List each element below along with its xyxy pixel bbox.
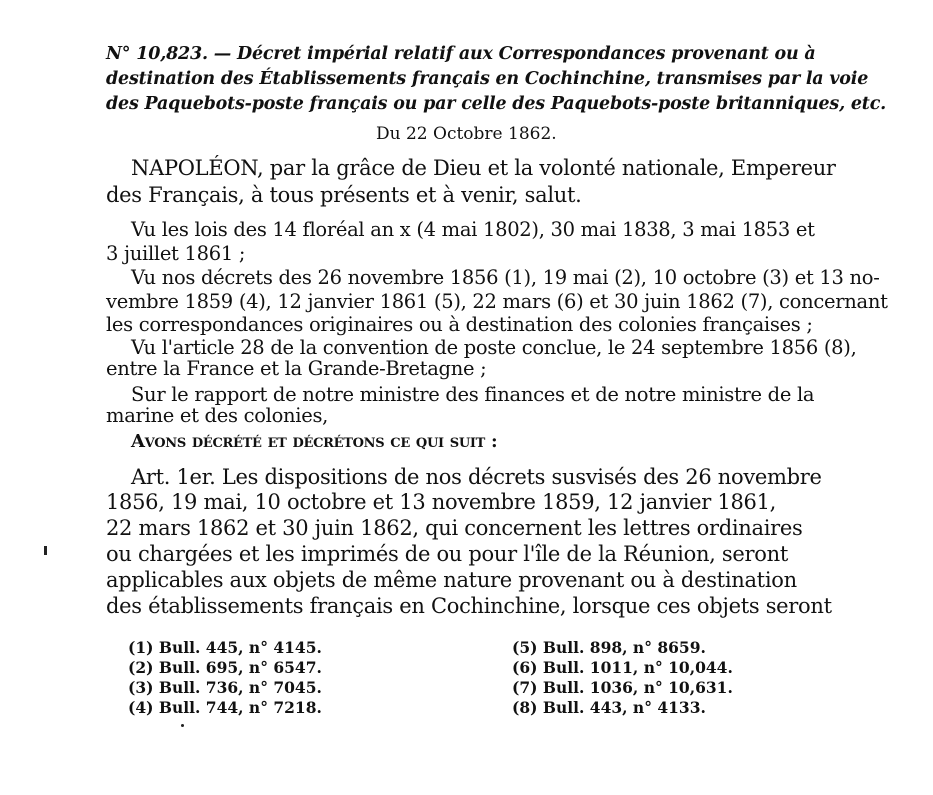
footnote-7: (7) Bull. 1036, n° 10,631.: [512, 678, 733, 697]
preamble-line-2: des Français, à tous présents et à venir, salut.: [106, 183, 582, 207]
considerant-line-2: 3 juillet 1861 ;: [106, 242, 246, 265]
considerant-line-5: les correspondances originaires ou à destination des colonies françaises ;: [106, 313, 813, 336]
footnote-6: (6) Bull. 1011, n° 10,044.: [512, 658, 733, 677]
footnote-5: (5) Bull. 898, n° 8659.: [512, 638, 706, 657]
decree-title-line-2: destination des Établissements français en Cochinchine, transmises par la voie: [106, 69, 869, 89]
print-speck: [44, 546, 47, 555]
considerant-line-4: vembre 1859 (4), 12 janvier 1861 (5), 22 mars (6) et 30 juin 1862 (7), concernant: [106, 290, 888, 313]
article-1-line-2: 1856, 19 mai, 10 octobre et 13 novembre 1859, 12 janvier 1861,: [106, 490, 777, 514]
decree-formula: Avons décrété et décrétons ce qui suit :: [131, 431, 498, 452]
decree-title-line-1: N° 10,823. — Décret impérial relatif aux Correspondances provenant ou à: [106, 44, 816, 64]
article-1-line-4: ou chargées et les imprimés de ou pour l'île de la Réunion, seront: [106, 542, 788, 566]
print-speck: [181, 724, 184, 727]
considerant-line-8: Sur le rapport de notre ministre des finances et de notre ministre de la: [131, 383, 815, 406]
article-1-line-3: 22 mars 1862 et 30 juin 1862, qui concernent les lettres ordinaires: [106, 516, 803, 540]
considerant-line-6: Vu l'article 28 de la convention de poste conclue, le 24 septembre 1856 (8),: [131, 336, 857, 359]
considerant-line-1: Vu les lois des 14 floréal an x (4 mai 1802), 30 mai 1838, 3 mai 1853 et: [131, 218, 815, 241]
considerant-line-7: entre la France et la Grande-Bretagne ;: [106, 357, 487, 380]
decree-title-line-3: des Paquebots-poste français ou par celle des Paquebots-poste britanniques, etc.: [106, 94, 887, 114]
article-1-line-6: des établissements français en Cochinchine, lorsque ces objets seront: [106, 594, 832, 618]
considerant-line-9: marine et des colonies,: [106, 404, 329, 427]
article-1-line-1: Art. 1er. Les dispositions de nos décrets susvisés des 26 novembre: [131, 465, 822, 489]
footnote-3: (3) Bull. 736, n° 7045.: [128, 678, 322, 697]
article-1-line-5: applicables aux objets de même nature provenant ou à destination: [106, 568, 797, 592]
footnote-1: (1) Bull. 445, n° 4145.: [128, 638, 322, 657]
considerant-line-3: Vu nos décrets des 26 novembre 1856 (1), 19 mai (2), 10 octobre (3) et 13 no-: [131, 266, 880, 289]
footnote-4: (4) Bull. 744, n° 7218.: [128, 698, 322, 717]
preamble-line-1: NAPOLÉON, par la grâce de Dieu et la volonté nationale, Empereur: [131, 156, 836, 180]
footnote-8: (8) Bull. 443, n° 4133.: [512, 698, 706, 717]
decree-date: Du 22 Octobre 1862.: [376, 124, 557, 144]
footnote-2: (2) Bull. 695, n° 6547.: [128, 658, 322, 677]
